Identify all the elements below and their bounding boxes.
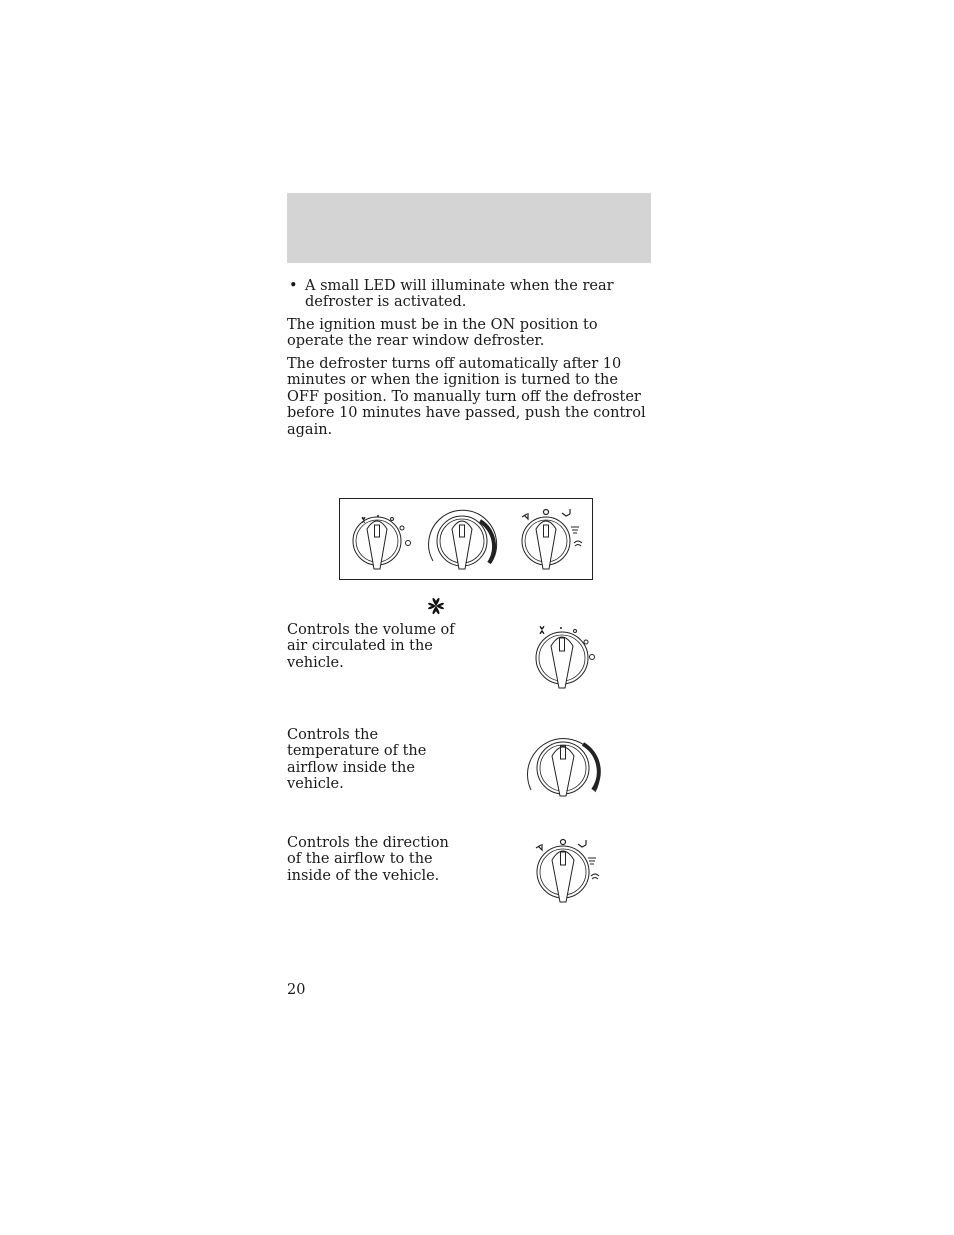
bullet-item bbox=[287, 278, 651, 311]
airflow-direction-knob-illustration bbox=[522, 509, 582, 569]
direction-control-description: Controls the direction of the airflow to the inside of the vehicle. bbox=[287, 835, 449, 884]
climate-control-panel-illustration bbox=[339, 498, 593, 580]
temperature-control-description: Controls the temperature of the airflow inside the vehicle. bbox=[287, 727, 427, 793]
temperature-knob-illustration bbox=[525, 730, 603, 800]
fan-control-description: Controls the volume of air circulated in the vehicle. bbox=[287, 622, 455, 671]
paragraph-ignition: The ignition must be in the ON position to operate the rear window defroster. bbox=[287, 317, 598, 350]
fan-icon bbox=[426, 596, 446, 616]
bullet-dot: • bbox=[289, 278, 298, 294]
airflow-direction-knob-illustration bbox=[530, 836, 608, 906]
page-number: 20 bbox=[287, 982, 306, 998]
temperature-knob-illustration bbox=[429, 510, 497, 569]
bullet-text: A small LED will illuminate when the rear defroster is activated. bbox=[305, 278, 614, 311]
section-header-band bbox=[287, 193, 651, 263]
fan-speed-knob-illustration bbox=[353, 515, 411, 569]
paragraph-auto-off: The defroster turns off automatically after 10 minutes or when the ignition is turned to the OFF position. To manually turn off the defroster before 10 minutes have passed, push the control again. bbox=[287, 356, 646, 438]
fan-speed-knob-illustration bbox=[530, 622, 604, 692]
